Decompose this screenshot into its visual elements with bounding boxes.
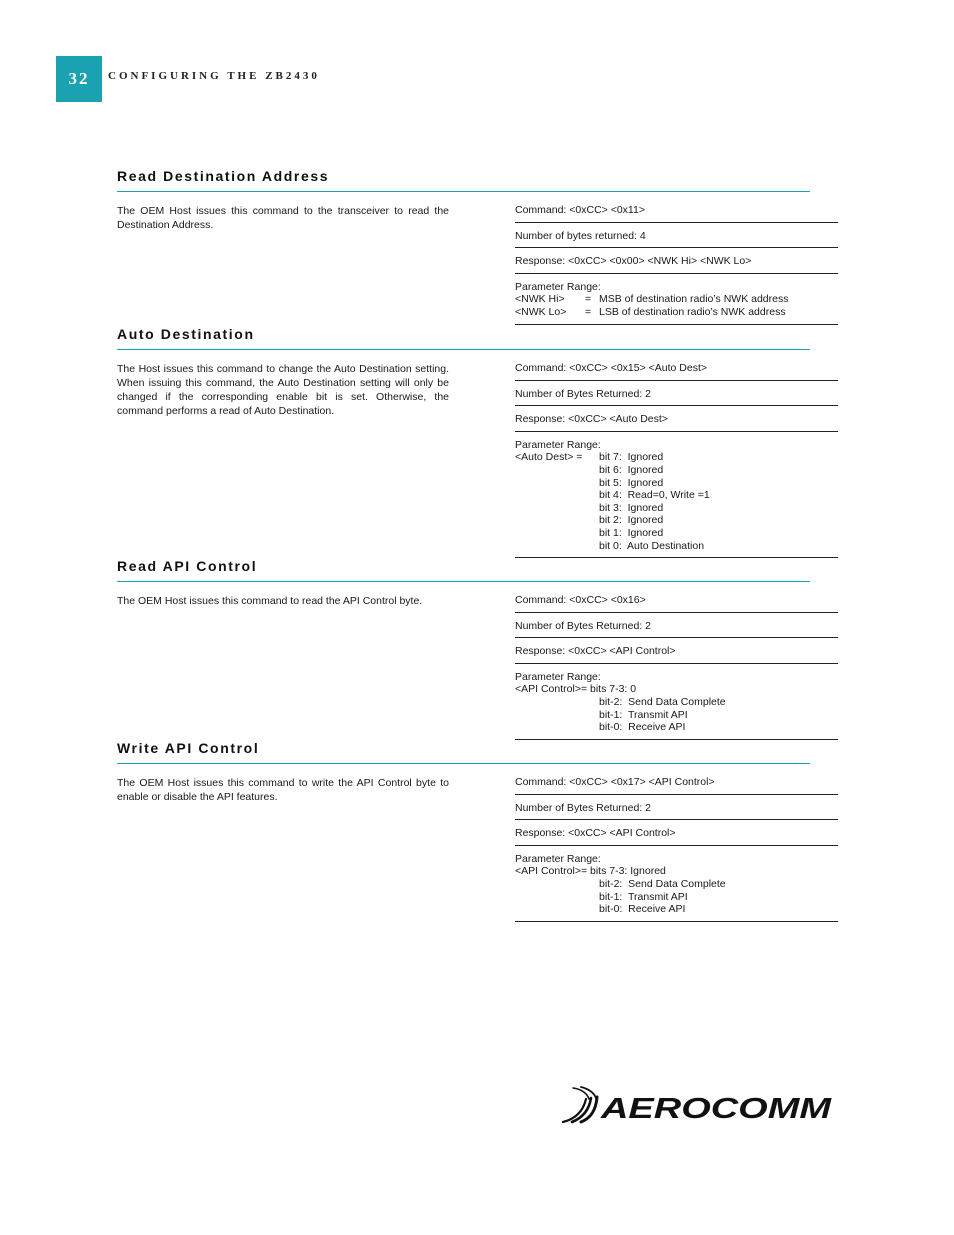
- bit-description: bit 4: Read=0, Write =1: [599, 489, 710, 502]
- parameter-line: [515, 502, 838, 515]
- bit-description: bit-0: Receive API: [599, 721, 686, 734]
- section-description: The OEM Host issues this command to the transceiver to read the Destination Address.: [117, 205, 449, 231]
- parameter-line: [515, 306, 838, 319]
- parameter-heading: Parameter Range:: [515, 852, 601, 865]
- section-divider: [117, 581, 810, 582]
- parameter-range-row: [515, 671, 838, 740]
- command-table: [515, 776, 838, 922]
- parameter-name: <NWK Lo>: [515, 305, 567, 318]
- section-title: Read Destination Address: [117, 168, 330, 184]
- running-head: CONFIGURING THE ZB2430: [108, 70, 320, 82]
- parameter-line: [515, 464, 838, 477]
- bytes-returned-row: Number of Bytes Returned: 2: [515, 802, 838, 821]
- parameter-heading: Parameter Range:: [515, 280, 601, 293]
- bit-description: bit-1: Transmit API: [599, 890, 688, 903]
- parameter-line: [515, 891, 838, 904]
- response-row: Response: <0xCC> <Auto Dest>: [515, 413, 838, 432]
- parameter-equals: =: [585, 305, 592, 318]
- section-title: Read API Control: [117, 558, 258, 574]
- section-description: The OEM Host issues this command to write the API Control byte to enable or disable the API features.: [117, 777, 449, 803]
- parameter-range-row: [515, 853, 838, 922]
- parameter-line: [515, 527, 838, 540]
- parameter-line: [515, 696, 838, 709]
- command-row: Command: <0xCC> <0x11>: [515, 204, 838, 223]
- bit-description: bit-2: Send Data Complete: [599, 695, 726, 708]
- section-divider: [117, 349, 810, 350]
- parameter-line: [515, 293, 838, 306]
- logo-wordmark: AEROCOMM: [599, 1093, 833, 1125]
- section-divider: [117, 191, 810, 192]
- aerocomm-logo: [561, 1085, 833, 1125]
- bit-description: bit-1: Transmit API: [599, 708, 688, 721]
- parameter-heading: Parameter Range:: [515, 670, 601, 683]
- parameter-line: [515, 878, 838, 891]
- bit-description: bit 1: Ignored: [599, 526, 664, 539]
- section-title: Auto Destination: [117, 326, 255, 342]
- section-divider: [117, 763, 810, 764]
- bit-description: bit 0: Auto Destination: [599, 539, 705, 552]
- section-title: Write API Control: [117, 740, 260, 756]
- bit-description: bit 7: Ignored: [599, 451, 664, 464]
- command-row: Command: <0xCC> <0x16>: [515, 594, 838, 613]
- parameter-equals: =: [585, 293, 592, 306]
- parameter-line: [515, 903, 838, 916]
- bytes-returned-row: Number of Bytes Returned: 2: [515, 388, 838, 407]
- bit-description: bit-0: Receive API: [599, 903, 686, 916]
- parameter-value: LSB of destination radio’s NWK address: [599, 305, 786, 318]
- parameter-value: MSB of destination radio’s NWK address: [599, 293, 789, 306]
- response-row: Response: <0xCC> <0x00> <NWK Hi> <NWK Lo>: [515, 255, 838, 274]
- response-row: Response: <0xCC> <API Control>: [515, 645, 838, 664]
- parameter-label: <API Control>= bits 7-3: 0: [515, 683, 637, 696]
- bytes-returned-row: Number of Bytes Returned: 2: [515, 620, 838, 639]
- page-number-badge: [56, 56, 102, 102]
- parameter-line: [515, 709, 838, 722]
- parameter-line: [515, 477, 838, 490]
- parameter-label: <Auto Dest> =: [515, 451, 583, 464]
- bit-description: bit 5: Ignored: [599, 476, 664, 489]
- parameter-line: [515, 540, 838, 553]
- section-description: The OEM Host issues this command to read the API Control byte.: [117, 595, 423, 607]
- command-table: [515, 594, 838, 740]
- command-table: [515, 362, 838, 558]
- parameter-range-row: [515, 439, 838, 558]
- parameter-line: [515, 451, 838, 464]
- bit-description: bit 6: Ignored: [599, 463, 664, 476]
- section-description: The Host issues this command to change the Auto Destination setting. When issuing this command, the Auto Destination setting will only be changed if the corresponding enable bit is set. Otherwise, the command performs a read of Auto Destination.: [117, 363, 449, 417]
- command-table: [515, 204, 838, 325]
- bit-description: bit 3: Ignored: [599, 501, 664, 514]
- parameter-line: [515, 721, 838, 734]
- command-row: Command: <0xCC> <0x17> <API Control>: [515, 776, 838, 795]
- parameter-heading: Parameter Range:: [515, 438, 601, 451]
- parameter-line: [515, 489, 838, 502]
- command-row: Command: <0xCC> <0x15> <Auto Dest>: [515, 362, 838, 381]
- bytes-returned-row: Number of bytes returned: 4: [515, 230, 838, 249]
- signal-waves-icon: [563, 1087, 597, 1122]
- page-number: 32: [68, 69, 90, 88]
- parameter-label: <API Control>= bits 7-3: Ignored: [515, 865, 666, 878]
- parameter-name: <NWK Hi>: [515, 293, 565, 306]
- bit-description: bit-2: Send Data Complete: [599, 877, 726, 890]
- bit-description: bit 2: Ignored: [599, 514, 664, 527]
- response-row: Response: <0xCC> <API Control>: [515, 827, 838, 846]
- parameter-line: [515, 514, 838, 527]
- parameter-range-row: [515, 281, 838, 325]
